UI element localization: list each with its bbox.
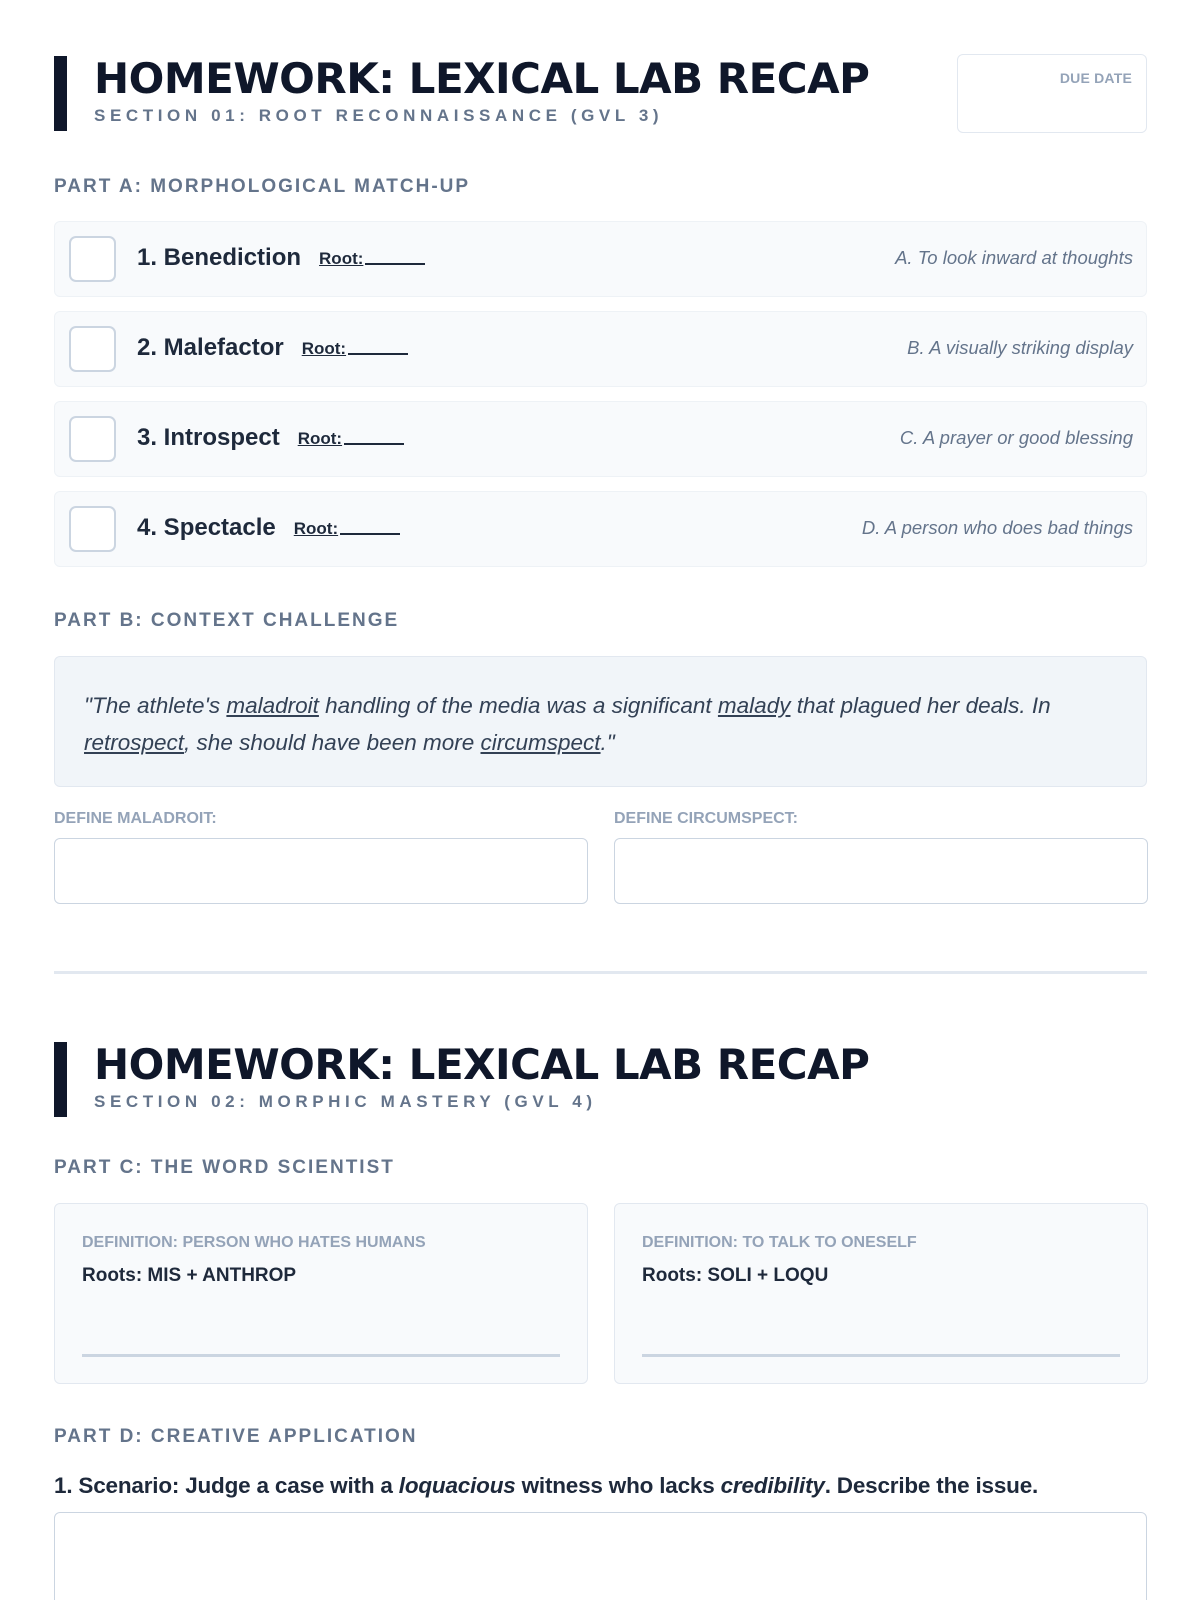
root-label: Root: <box>293 519 339 538</box>
root-blank[interactable] <box>344 431 404 445</box>
match-row <box>54 491 1147 567</box>
match-row <box>54 401 1147 477</box>
root-blank[interactable] <box>365 251 425 265</box>
match-word: 3. Introspect <box>137 424 280 451</box>
word-scientist-card <box>54 1203 588 1384</box>
scenario-answer-box[interactable] <box>54 1512 1147 1600</box>
root-label: Root: <box>319 249 364 268</box>
card-roots: Roots: SOLI + LOQU <box>642 1265 829 1286</box>
passage-text: handling of the media was a significant <box>318 693 718 718</box>
define-maladroit-label: DEFINE MALADROIT: <box>54 810 217 827</box>
root-label: Root: <box>301 339 347 358</box>
passage-text: "The athlete's <box>84 693 227 718</box>
section-divider <box>54 971 1147 974</box>
passage-text: ." <box>600 730 615 755</box>
part-b-title: PART B: CONTEXT CHALLENGE <box>54 610 400 631</box>
due-date-label: DUE DATE <box>1059 70 1132 86</box>
word-scientist-card <box>614 1203 1148 1384</box>
match-row <box>54 311 1147 387</box>
header-accent-bar <box>54 1042 67 1117</box>
card-roots: Roots: MIS + ANTHROP <box>82 1265 297 1286</box>
match-checkbox[interactable] <box>69 416 116 462</box>
match-word-line <box>137 514 400 542</box>
root-blank[interactable] <box>348 341 408 355</box>
passage-vocab-word: malady <box>717 693 791 718</box>
card-answer-line[interactable] <box>642 1354 1120 1357</box>
page-title: HOMEWORK: LEXICAL LAB RECAP <box>94 54 870 103</box>
due-date-field[interactable] <box>957 54 1147 133</box>
header-accent-bar <box>54 56 67 131</box>
match-word-line <box>137 424 404 452</box>
part-a-title: PART A: MORPHOLOGICAL MATCH-UP <box>54 176 471 197</box>
match-row <box>54 221 1147 297</box>
worksheet-page <box>54 0 1147 1600</box>
match-definition: C. A prayer or good blessing <box>899 427 1133 448</box>
scenario-prompt <box>54 1473 1038 1499</box>
passage-vocab-word: retrospect <box>84 730 185 755</box>
scenario-vocab-word: credibility <box>720 1473 825 1498</box>
part-d-title: PART D: CREATIVE APPLICATION <box>54 1426 418 1447</box>
match-checkbox[interactable] <box>69 326 116 372</box>
part-c-title: PART C: THE WORD SCIENTIST <box>54 1157 395 1178</box>
context-passage <box>54 656 1147 787</box>
section-2-header <box>54 1040 1147 1120</box>
section-subtitle: SECTION 01: ROOT RECONNAISSANCE (GVL 3) <box>94 106 664 125</box>
root-label: Root: <box>297 429 343 448</box>
card-answer-line[interactable] <box>82 1354 560 1357</box>
define-maladroit-input[interactable] <box>54 838 588 904</box>
define-circumspect-label: DEFINE CIRCUMSPECT: <box>614 810 799 827</box>
match-word: 2. Malefactor <box>137 334 284 361</box>
section-subtitle: SECTION 02: MORPHIC MASTERY (GVL 4) <box>94 1092 597 1111</box>
match-word-line <box>137 334 408 362</box>
match-definition: A. To look inward at thoughts <box>895 247 1133 268</box>
root-blank[interactable] <box>340 521 400 535</box>
section-1-header <box>54 54 1147 134</box>
match-word: 4. Spectacle <box>137 514 276 541</box>
page-title: HOMEWORK: LEXICAL LAB RECAP <box>94 1040 870 1089</box>
card-definition: DEFINITION: TO TALK TO ONESELF <box>642 1234 917 1251</box>
scenario-text: . Describe the issue. <box>824 1473 1039 1498</box>
scenario-vocab-word: loquacious <box>398 1473 516 1498</box>
scenario-text: witness who lacks <box>515 1473 721 1498</box>
match-word-line <box>137 244 425 272</box>
scenario-text: 1. Scenario: Judge a case with a <box>54 1473 399 1498</box>
match-definition: B. A visually striking display <box>907 337 1133 358</box>
passage-vocab-word: circumspect <box>480 730 601 755</box>
match-word: 1. Benediction <box>137 244 302 271</box>
passage-vocab-word: maladroit <box>226 693 319 718</box>
match-checkbox[interactable] <box>69 236 116 282</box>
passage-text: that plagued her deals. In <box>790 693 1051 718</box>
passage-text: , she should have been more <box>184 730 481 755</box>
define-circumspect-input[interactable] <box>614 838 1148 904</box>
match-definition: D. A person who does bad things <box>861 517 1133 538</box>
card-definition: DEFINITION: PERSON WHO HATES HUMANS <box>82 1234 426 1251</box>
match-checkbox[interactable] <box>69 506 116 552</box>
